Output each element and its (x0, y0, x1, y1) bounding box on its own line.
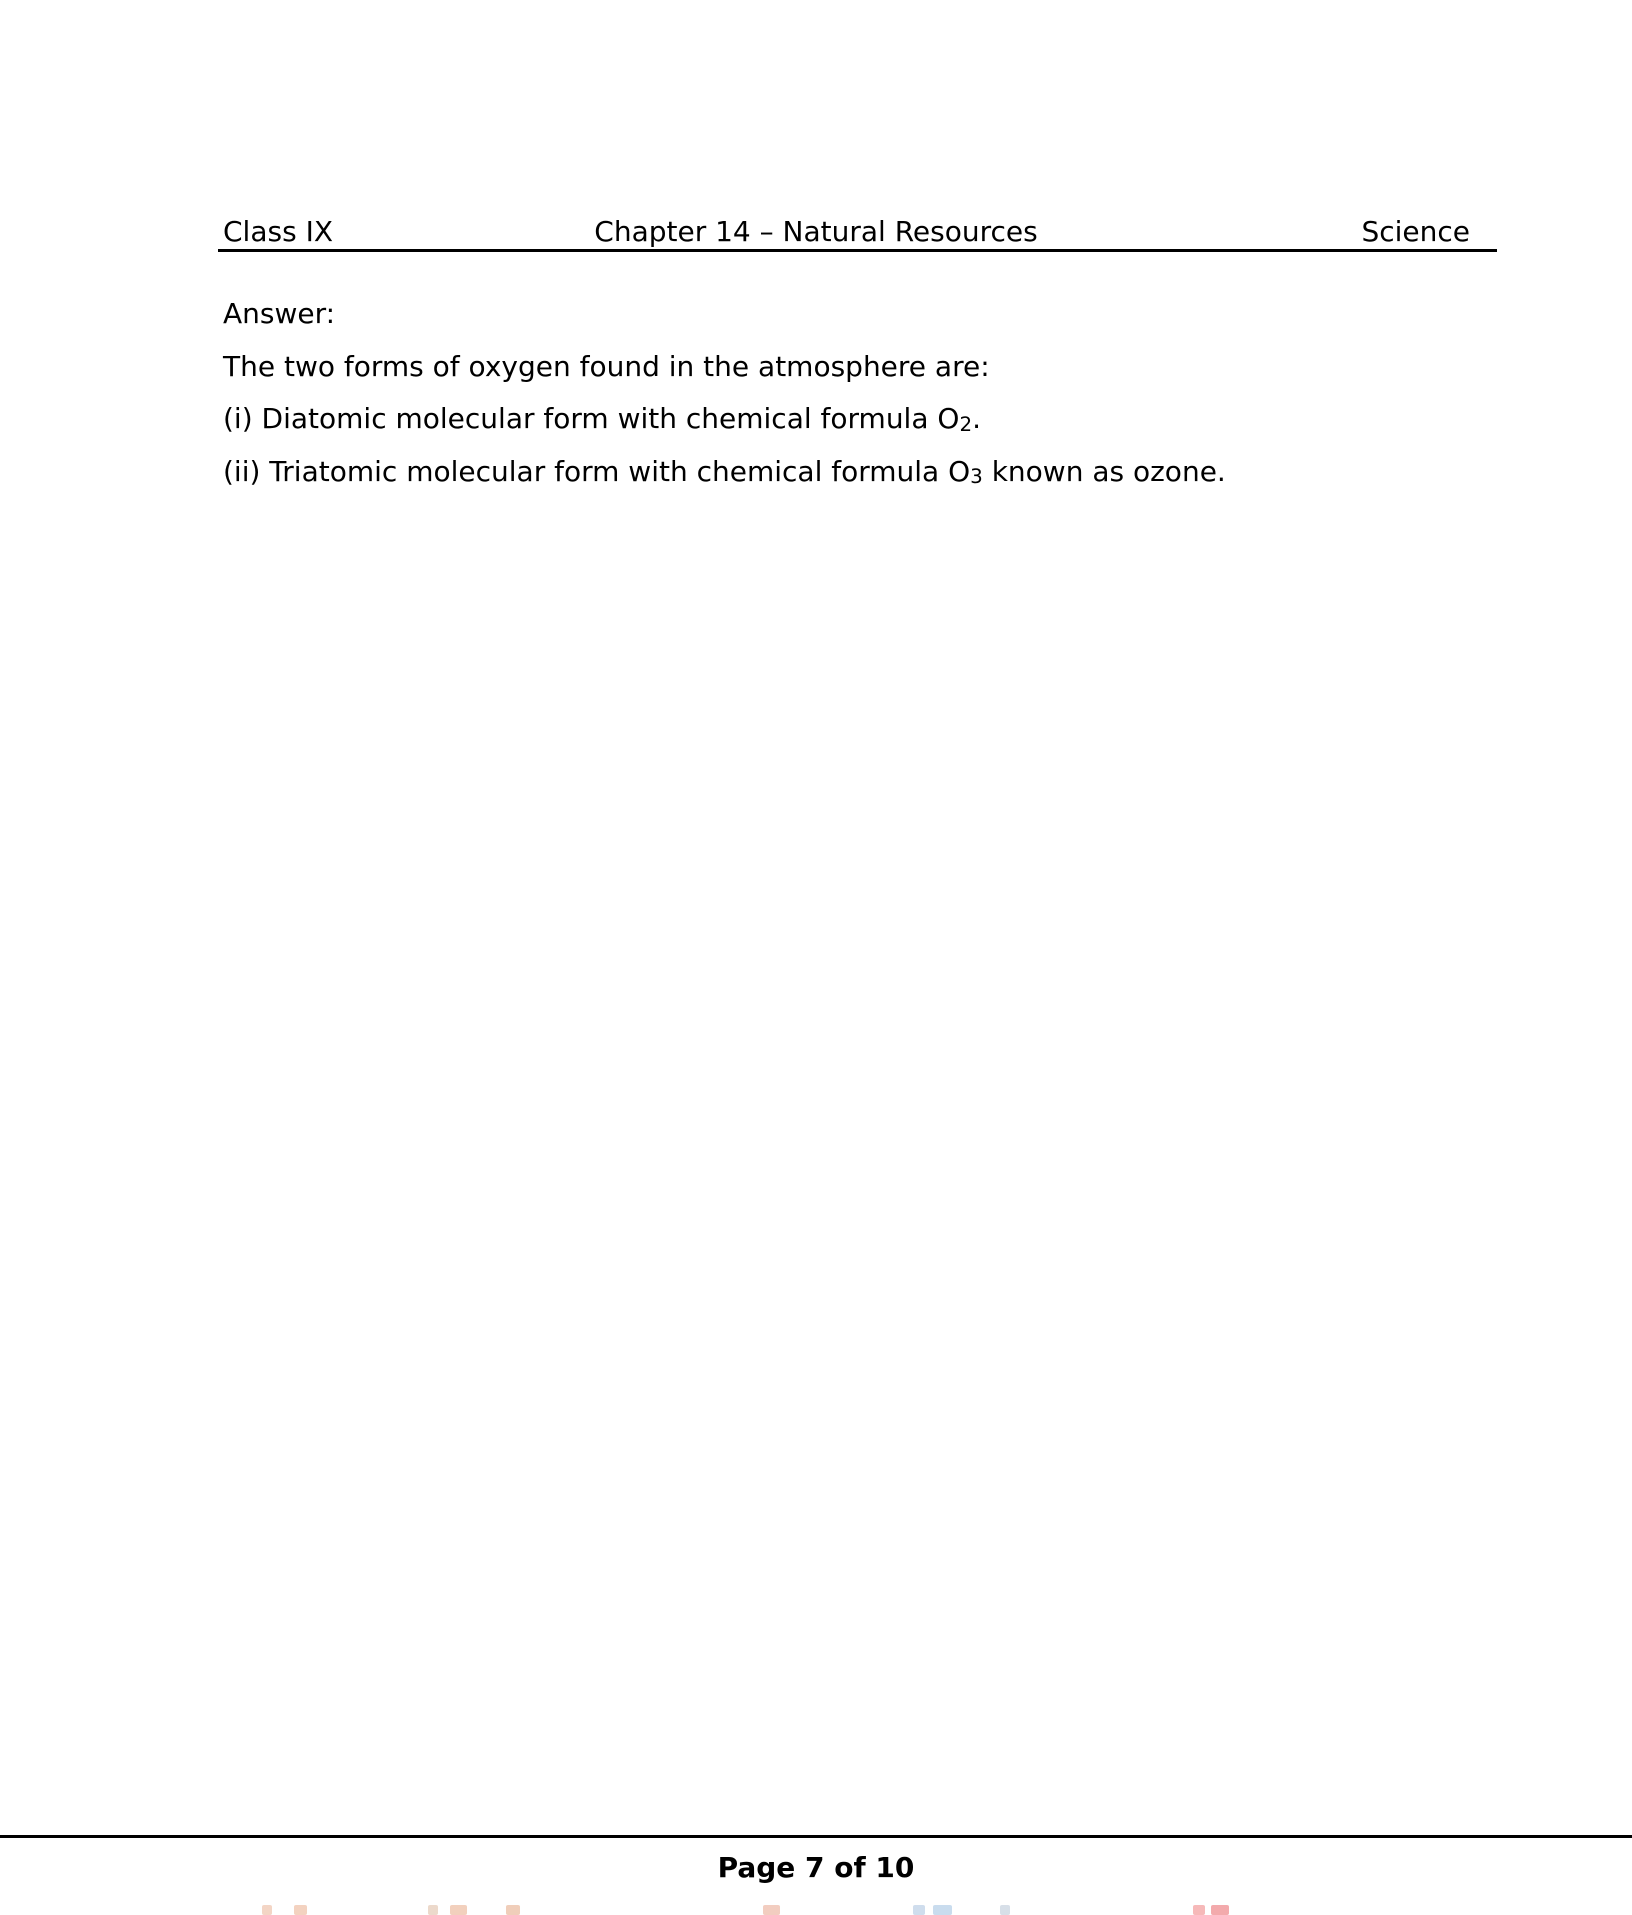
cutoff-text-fragment (1211, 1905, 1229, 1915)
cutoff-text-fragment (294, 1905, 307, 1915)
body-text-segment: Answer: (223, 297, 336, 330)
header-rule (218, 249, 1497, 252)
cutoff-text-fragment (1193, 1905, 1205, 1915)
cutoff-text-fragment (450, 1905, 467, 1915)
body-line (223, 288, 1523, 341)
cutoff-text-fragment (913, 1905, 925, 1915)
answer-text-block (223, 288, 1523, 498)
header-class-label: Class IX (223, 215, 334, 248)
chemical-subscript: 3 (970, 465, 983, 489)
cutoff-text-fragment (262, 1905, 272, 1915)
page-number-label: Page 7 of 10 (717, 1851, 915, 1884)
body-text-segment: known as ozone. (982, 454, 1226, 488)
cutoff-text-fragment (763, 1905, 780, 1915)
body-text-segment: . (972, 402, 981, 435)
body-text-segment: The two forms of oxygen found in the atmosphere are: (223, 349, 990, 383)
body-text-segment: (ii) Triatomic molecular form with chemical formula O (223, 454, 971, 488)
cutoff-text-fragment (933, 1905, 952, 1915)
chemical-subscript: 2 (959, 412, 973, 436)
cutoff-text-fragment (506, 1905, 520, 1915)
body-line (223, 446, 1523, 499)
body-text-segment: (i) Diatomic molecular form with chemical formula O (223, 402, 960, 435)
footer-rule (0, 1835, 1632, 1838)
header-subject-label: Science (1361, 215, 1470, 248)
cutoff-text-fragment (1000, 1905, 1010, 1915)
body-line (223, 393, 1523, 446)
cutoff-text-fragment (428, 1905, 438, 1915)
header-chapter-title: Chapter 14 – Natural Resources (594, 215, 1038, 248)
body-line (223, 341, 1523, 394)
